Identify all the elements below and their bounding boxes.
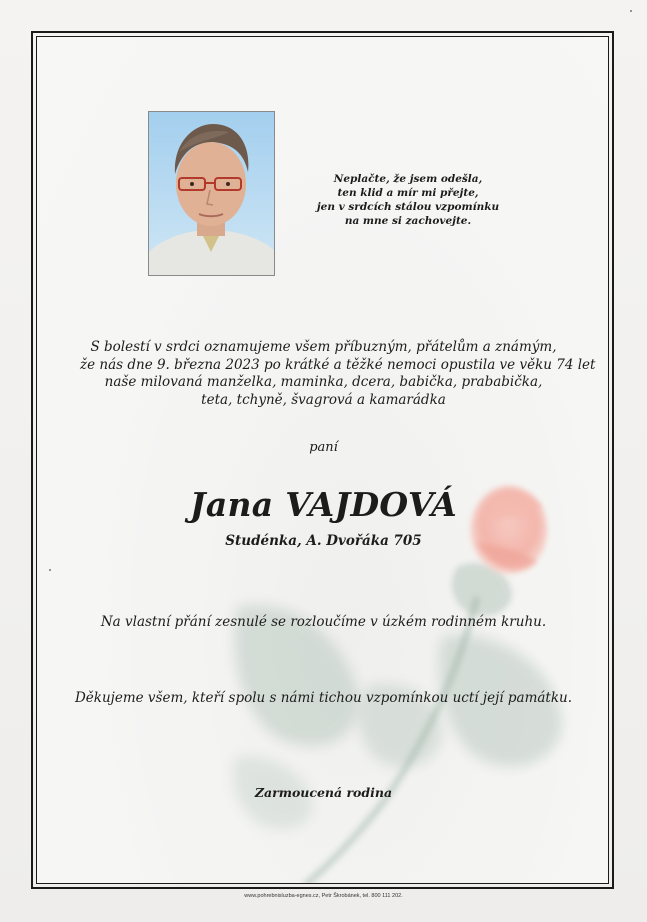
portrait-image	[149, 112, 274, 275]
rose-background-image	[37, 37, 609, 884]
scan-speck	[630, 10, 632, 12]
announcement-line: naše milovaná manželka, maminka, dcera, babička, prababička,	[104, 374, 543, 390]
announcement-line: teta, tchyně, švagrová a kamarádka	[201, 391, 446, 408]
announcement-line: S bolestí v srdci oznamujeme všem příbuzným, přátelům a známým,	[90, 339, 557, 355]
salutation: paní	[309, 440, 338, 455]
farewell-note: Na vlastní přání zesnulé se rozloučíme v úzkém rodinném kruhu.	[100, 614, 547, 630]
memorial-poem	[300, 172, 516, 228]
poem-line: jen v srdcích stálou vzpomínku	[316, 201, 500, 213]
thanks-note: Děkujeme všem, kteří spolu s námi tichou vzpomínkou uctí její památku.	[74, 690, 573, 706]
announcement-line: že nás dne 9. března 2023 po krátké a těžké nemoci opustila ve věku 74 let	[80, 356, 596, 373]
family-signature: Zarmoucená rodina	[254, 785, 393, 800]
poem-line: Neplačte, že jsem odešla,	[333, 173, 483, 185]
funeral-service-footer: www.pohrebnisluzba-egnes.cz, Petr Škrobánek, tel. 800 111 202.	[244, 893, 403, 899]
death-announcement	[80, 339, 596, 409]
inner-border	[36, 36, 609, 884]
portrait-photo	[148, 111, 275, 276]
deceased-address: Studénka, A. Dvořáka 705	[225, 533, 422, 549]
poem-line: na mne si zachovejte.	[344, 215, 472, 227]
deceased-name: Jana VAJDOVÁ	[189, 485, 458, 524]
poem-line: ten klid a mír mi přejte,	[337, 187, 479, 199]
scan-speck	[49, 569, 51, 571]
